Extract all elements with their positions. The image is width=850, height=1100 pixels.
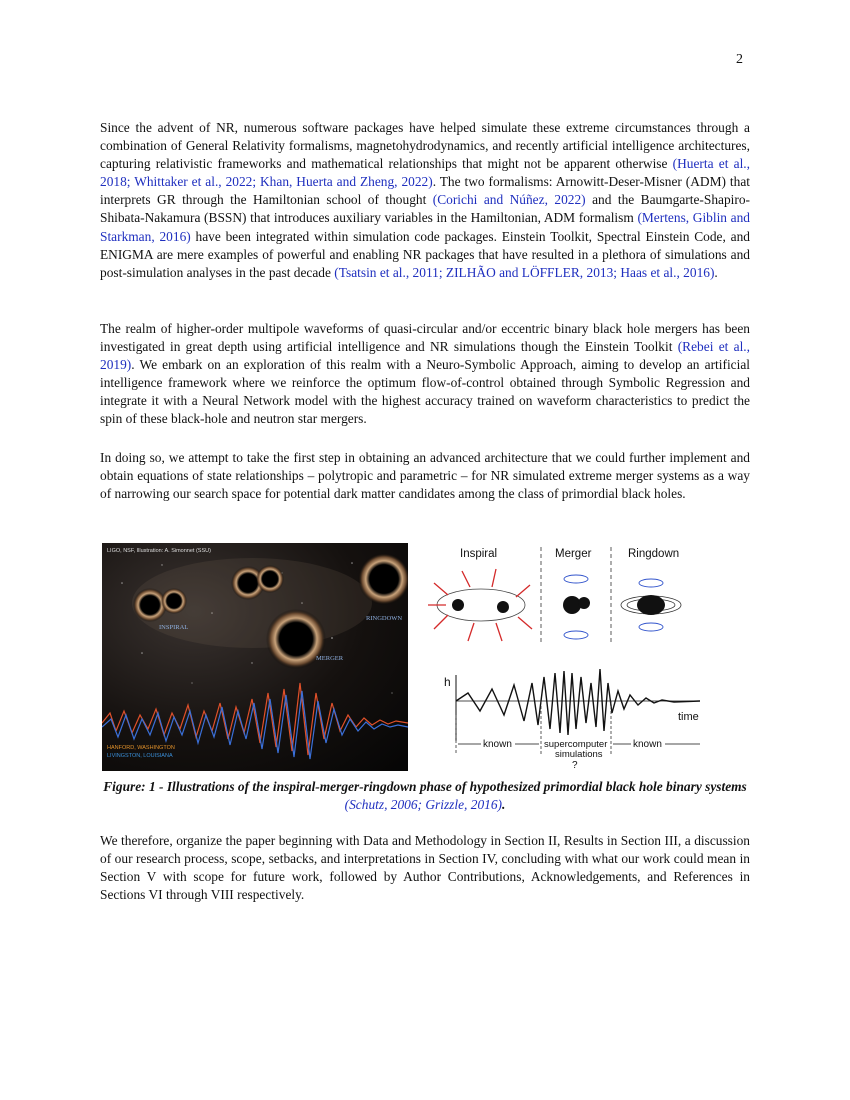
ringdown-body [637,595,665,615]
paragraph-realm [100,320,750,429]
label-known-right: known [633,739,662,750]
citation-rebei[interactable]: (Rebei et al., 2019) [100,339,750,373]
citation-corichi[interactable]: (Corichi and Núñez, 2022) [432,192,586,208]
label-question: ? [572,760,578,768]
para2-text-2: . We embark on an exploration of this realm with a Neuro-Symbolic Approach, aiming to develop an artificial intelligence framework where we reinforce the optimum flow-of-control obtained through Symbolic Regression and integrate it with a Neural Network model with the highest accuracy trained on waveform characteristics to predict the spin of these black-hole and neutron star mergers. [100,357,750,427]
label-supercomputer: supercomputer [544,739,608,750]
axis-h-label: h [444,675,451,689]
inspiral-body-1 [452,599,464,611]
gravitational-wave-arrows [428,569,532,641]
caption-citation[interactable]: (Schutz, 2006; Grizzle, 2016) [344,797,502,812]
paragraph-doing-so: In doing so, we attempt to take the first step in obtaining an advanced architecture that we could further implement and obtain equations of state relationships – polytropic and parametric – for NR simulated extreme merger systems as a way of narrowing our search space for potential dark matter candidates among the class of primordial black holes. [100,450,750,502]
inspiral-body-2 [497,601,509,613]
label-site-2: LIVINGSTON, LOUISIANA [107,753,173,759]
label-site-1: HANFORD, WASHINGTON [107,745,175,751]
para1-text-1: Since the advent of NR, numerous software packages have helped simulate these extreme circumstances through a combination of General Relativity formalisms, magnetohydrodynamics, and recently artificial intelligence architectures, capturing relativistic frameworks and mathematical relationships that might not be apparent otherwise [100,120,750,172]
ringdown-black-hole [358,553,408,605]
label-merger: MERGER [316,655,344,662]
label-ringdown: RINGDOWN [366,615,403,622]
strain-waveform [456,669,700,735]
image-credit: LIGO, NSF, Illustration: A. Simonnet (SSU) [107,548,211,554]
merger-illustration-graphic [102,543,408,771]
figure-illustration-left [102,543,408,771]
para1-text-2: . The two formalisms: Arnowitt-Deser-Misner (ADM) that interprets GR through the Hamiltonian school of thought [100,174,750,208]
para2-text-1: The realm of higher-order multipole waveforms of quasi-circular and/or eccentric binary black hole mergers has been investigated in great depth using artificial intelligence and NR simulations though the Einstein Toolkit [100,321,750,355]
label-ringdown-phase: Ringdown [628,548,680,560]
black-hole-pair-1b [161,588,187,614]
citation-mertens[interactable]: (Mertens, Giblin and Starkman, 2016) [100,210,750,244]
label-inspiral: INSPIRAL [159,624,189,631]
paragraph-intro [100,119,750,282]
axis-time-label: time [678,711,699,723]
figure-diagram-right [418,543,718,768]
label-simulations: simulations [555,749,603,760]
label-known-left: known [483,739,512,750]
figure-caption [100,778,750,814]
para1-text-3: and the Baumgarte-Shapiro-Shibata-Nakamura (BSSN) that introduces auxiliary variables in the Hamiltonian, ADM formalism [100,192,750,226]
para1-text-5: . [714,264,718,280]
inspiral-merger-ringdown-diagram [418,543,718,768]
label-inspiral-phase: Inspiral [460,548,498,560]
page-number: 2 [736,52,743,67]
merger-body [563,596,581,614]
para1-text-4: have been integrated within simulation code packages. Einstein Toolkit, Spectral Einstein Code, and ENIGMA are mere examples of powerful and enabling NR packages that have resulted in a plethora of simulations and post-simulation analyses in the past decade [100,228,750,280]
paragraph-organization: We therefore, organize the paper beginning with Data and Methodology in Section II, Results in Section III, a discussion of our research process, scope, setbacks, and interpretations in Section IV, concluding with what our work could mean in Section V with scope for future work, followed by Author Contributions, Acknowledgements, and References in Sections VI through VIII respectively. [100,833,750,903]
label-merger-phase: Merger [555,548,592,560]
caption-text: Figure: 1 - Illustrations of the inspiral-merger-ringdown phase of hypothesized primordial black hole binary systems [103,779,747,794]
citation-tsatsin[interactable]: (Tsatsin et al., 2011; ZILHÃO and LÖFFLER, 2013; Haas et al., 2016) [334,264,715,280]
caption-end: . [501,797,506,812]
citation-huerta[interactable]: (Huerta et al., 2018; Whittaker et al., 2022; Khan, Huerta and Zheng, 2022) [100,156,750,190]
